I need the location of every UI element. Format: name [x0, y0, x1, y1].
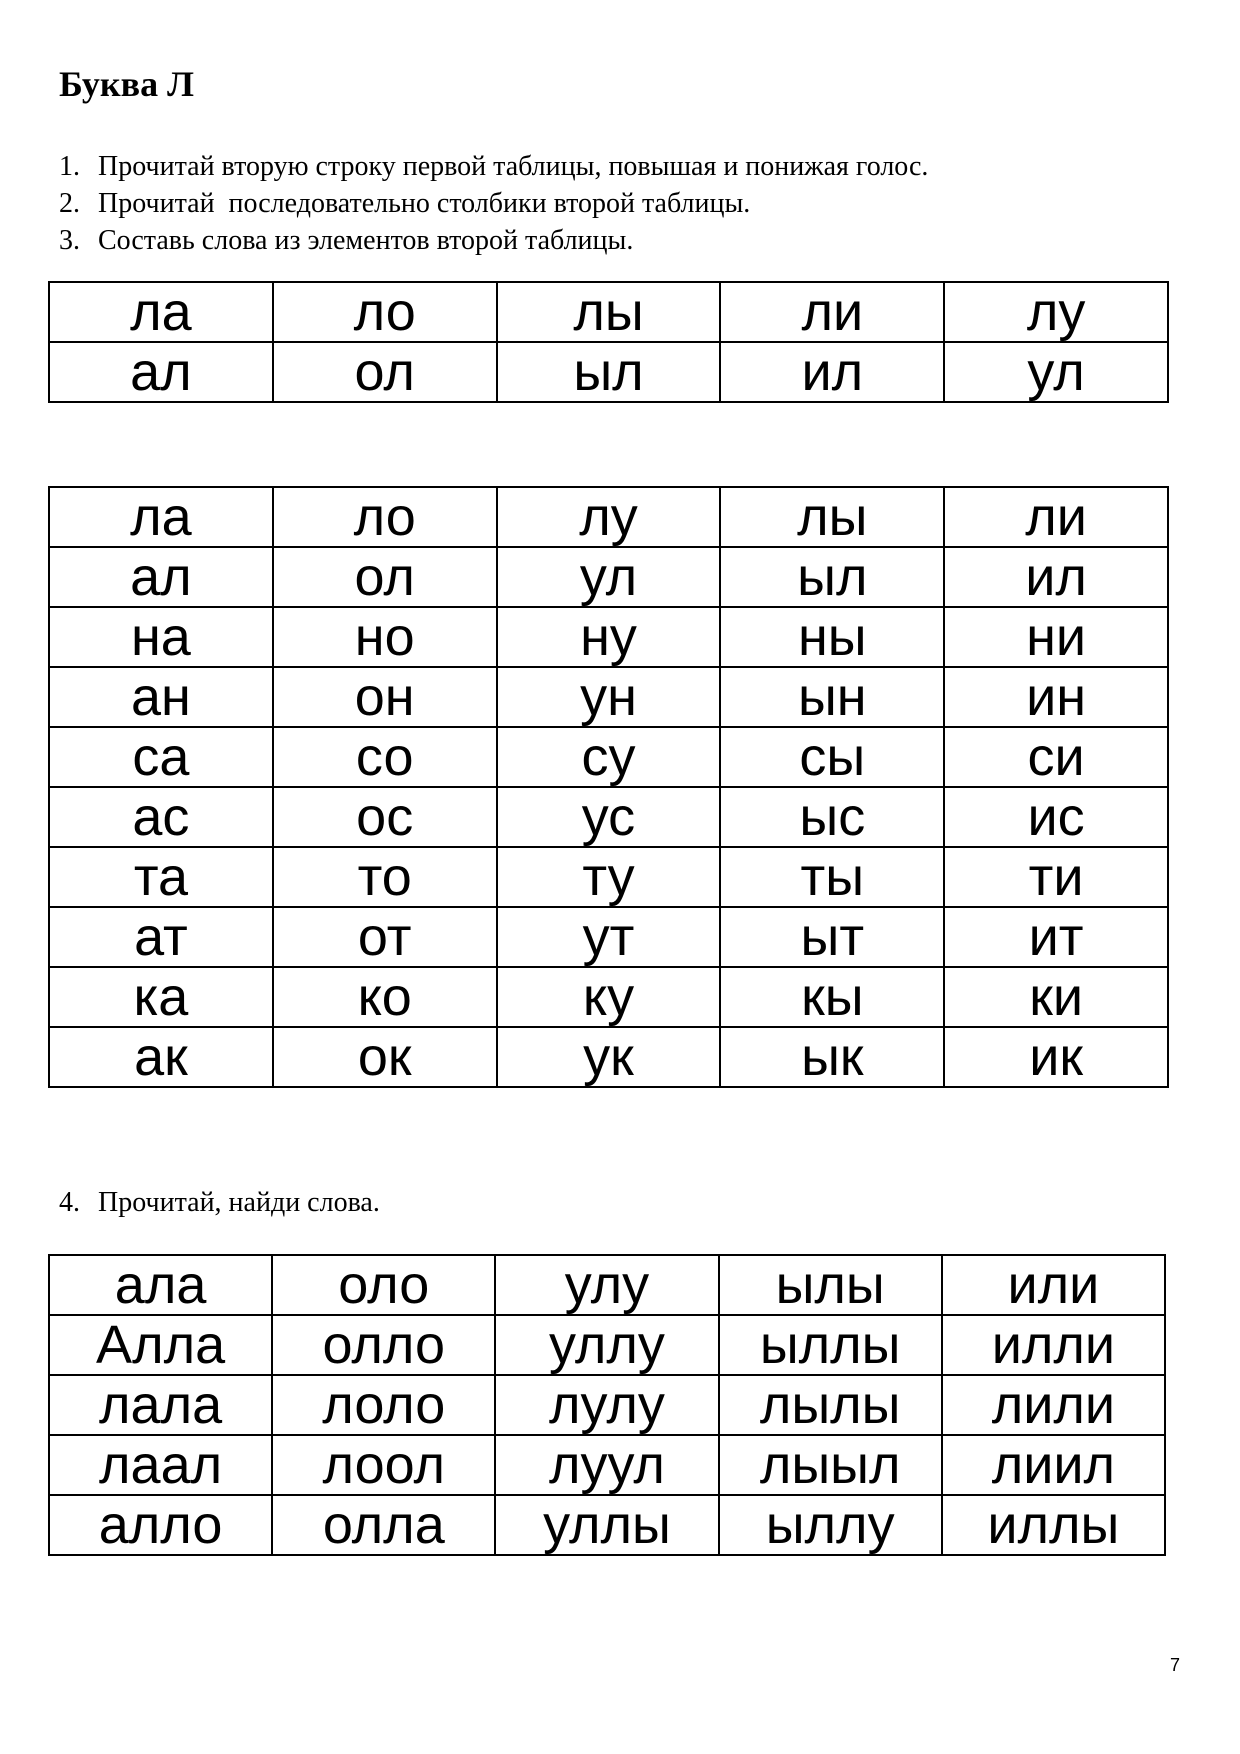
table-row [49, 1027, 1168, 1087]
table-cell: ыл [497, 342, 721, 402]
table-row [49, 667, 1168, 727]
table-cell: ты [720, 847, 944, 907]
instruction-item [59, 222, 928, 259]
table-cell: ку [497, 967, 721, 1027]
table-cell: ло [273, 282, 497, 342]
table-cell: ыл [720, 547, 944, 607]
table-row [49, 607, 1168, 667]
table-cell: ык [720, 1027, 944, 1087]
table-cell: ут [497, 907, 721, 967]
table-row [49, 787, 1168, 847]
table-cell: Алла [49, 1315, 272, 1375]
table-cell: от [273, 907, 497, 967]
table-cell: со [273, 727, 497, 787]
table-cell: си [944, 727, 1168, 787]
table-cell: кы [720, 967, 944, 1027]
table-cell: ан [49, 667, 273, 727]
table-cell: ал [49, 547, 273, 607]
instruction-item [59, 148, 928, 185]
table-cell: ил [944, 547, 1168, 607]
table-cell: ни [944, 607, 1168, 667]
table-cell: ик [944, 1027, 1168, 1087]
table-cell: ла [49, 487, 273, 547]
table-cell: ит [944, 907, 1168, 967]
table-cell: уллы [495, 1495, 718, 1555]
table-cell: лы [720, 487, 944, 547]
instruction-number: 4. [59, 1187, 80, 1218]
table-cell: лулу [495, 1375, 718, 1435]
table-row [49, 907, 1168, 967]
table-cell: ат [49, 907, 273, 967]
table-cell: ол [273, 547, 497, 607]
table-row [49, 547, 1168, 607]
table-row [49, 1495, 1165, 1555]
table-cell: ун [497, 667, 721, 727]
instruction-item [59, 185, 928, 222]
table-cell: лыыл [719, 1435, 942, 1495]
table-cell: олло [272, 1315, 495, 1375]
table-cell: ла [49, 282, 273, 342]
table-cell: алло [49, 1495, 272, 1555]
table-cell: ка [49, 967, 273, 1027]
table-cell: ала [49, 1255, 272, 1315]
table-cell: но [273, 607, 497, 667]
table-cell: иллы [942, 1495, 1165, 1555]
table-cell: ли [720, 282, 944, 342]
table-cell: улу [495, 1255, 718, 1315]
syllable-table-1 [48, 281, 1169, 403]
table-cell: на [49, 607, 273, 667]
table-cell: илли [942, 1315, 1165, 1375]
table-cell: ло [273, 487, 497, 547]
table-cell: ис [944, 787, 1168, 847]
table-cell: ин [944, 667, 1168, 727]
table-cell: лоол [272, 1435, 495, 1495]
table-row [49, 1375, 1165, 1435]
instruction-text: Прочитай, найди слова. [98, 1187, 380, 1218]
table-cell: уллу [495, 1315, 718, 1375]
table-cell: ти [944, 847, 1168, 907]
table-cell: лы [497, 282, 721, 342]
table-row [49, 487, 1168, 547]
table-row [49, 727, 1168, 787]
table-cell: ны [720, 607, 944, 667]
table-row [49, 1315, 1165, 1375]
table-cell: ук [497, 1027, 721, 1087]
table-cell: ак [49, 1027, 273, 1087]
page-title: Буква Л [59, 64, 194, 104]
table-cell: ул [497, 547, 721, 607]
table-cell: ыс [720, 787, 944, 847]
table-cell: ок [273, 1027, 497, 1087]
table-cell: ылы [719, 1255, 942, 1315]
instruction-text: Составь слова из элементов второй таблицы. [98, 225, 634, 256]
table-cell: ли [944, 487, 1168, 547]
instruction-4 [59, 1184, 380, 1221]
table-row [49, 1255, 1165, 1315]
table-cell: та [49, 847, 273, 907]
table-cell: ол [273, 342, 497, 402]
table-cell: ал [49, 342, 273, 402]
table-cell: ки [944, 967, 1168, 1027]
table-cell: ас [49, 787, 273, 847]
instructions-list [59, 148, 928, 259]
table-cell: лу [497, 487, 721, 547]
table-cell: ын [720, 667, 944, 727]
page-number: 7 [1170, 1655, 1181, 1675]
table-cell: ус [497, 787, 721, 847]
table-cell: лили [942, 1375, 1165, 1435]
table-cell: то [273, 847, 497, 907]
table-row [49, 1435, 1165, 1495]
table-cell: луул [495, 1435, 718, 1495]
table-cell: оло [272, 1255, 495, 1315]
table-cell: лылы [719, 1375, 942, 1435]
instruction-text: Прочитай последовательно столбики второй таблицы. [98, 188, 751, 219]
syllable-table-2 [48, 486, 1169, 1088]
instruction-number: 1. [59, 151, 80, 182]
table-cell: лаал [49, 1435, 272, 1495]
table-cell: он [273, 667, 497, 727]
table-cell: лоло [272, 1375, 495, 1435]
table-cell: ос [273, 787, 497, 847]
table-cell: ыллы [719, 1315, 942, 1375]
table-cell: сы [720, 727, 944, 787]
table-cell: ыт [720, 907, 944, 967]
table-cell: ко [273, 967, 497, 1027]
word-table [48, 1254, 1166, 1556]
instruction-item [59, 1184, 380, 1221]
instruction-number: 2. [59, 188, 80, 219]
table-cell: олла [272, 1495, 495, 1555]
table-cell: ил [720, 342, 944, 402]
table-cell: лу [944, 282, 1168, 342]
table-cell: са [49, 727, 273, 787]
table-cell: лала [49, 1375, 272, 1435]
table-row [49, 282, 1168, 342]
table-cell: ул [944, 342, 1168, 402]
table-row [49, 847, 1168, 907]
table-cell: или [942, 1255, 1165, 1315]
table-cell: лиил [942, 1435, 1165, 1495]
table-cell: ту [497, 847, 721, 907]
table-cell: ну [497, 607, 721, 667]
table-row [49, 342, 1168, 402]
instruction-number: 3. [59, 225, 80, 256]
table-row [49, 967, 1168, 1027]
table-cell: ыллу [719, 1495, 942, 1555]
instruction-text: Прочитай вторую строку первой таблицы, повышая и понижая голос. [98, 151, 929, 182]
table-cell: су [497, 727, 721, 787]
